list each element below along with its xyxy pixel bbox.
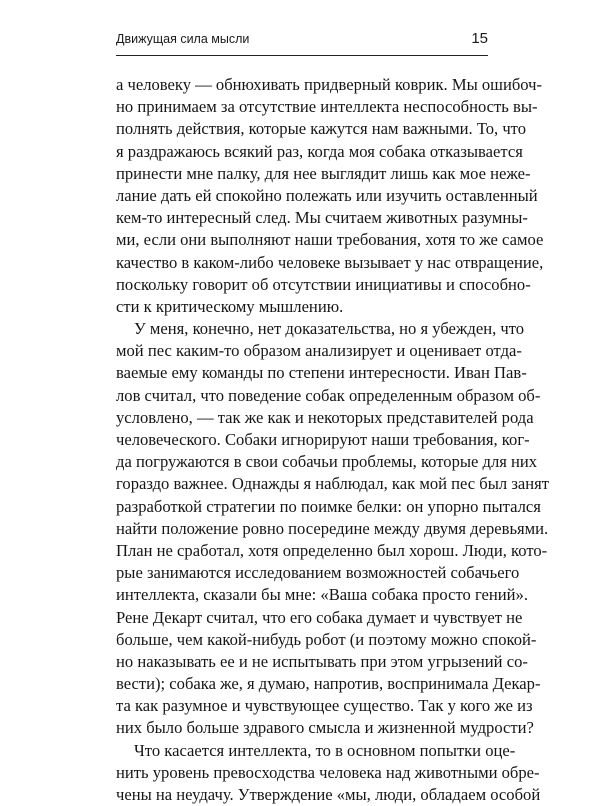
header-rule xyxy=(116,55,488,56)
text-line: поскольку говорит об отсутствии инициативы и способно- xyxy=(116,274,531,294)
paragraph-2 xyxy=(116,318,550,740)
text-line: принести мне палку, для нее выглядит лишь как мое неже- xyxy=(116,163,531,183)
text-line: кем-то интересный след. Мы считаем животных разумны- xyxy=(116,208,528,228)
text-line: разработкой стратегии по поимке белки: он упорно пытался xyxy=(116,496,541,516)
text-line: но принимаем за отсутствие интеллекта неспособность вы- xyxy=(116,97,538,117)
text-line: лание дать ей спокойно полежать или изучить оставленный xyxy=(116,185,538,205)
running-head xyxy=(116,30,488,52)
text-line: сти к критическому мышлению. xyxy=(116,296,344,316)
text-line: качество в каком-либо человеке вызывает у нас отвращение, xyxy=(116,252,544,272)
text-line: гораздо важнее. Однажды я наблюдал, как мой пес был занят xyxy=(116,474,550,494)
running-title: Движущая сила мысли xyxy=(116,32,250,46)
text-line: Что касается интеллекта, то в основном попытки оце- xyxy=(134,740,516,760)
text-line: найти положение ровно посередине между двумя деревьями. xyxy=(116,518,549,538)
text-line: но наказывать ее и не испытывать при этом угрызений со- xyxy=(116,651,528,671)
text-line: чены на неудачу. Утверждение «мы, люди, обладаем особой xyxy=(116,785,541,804)
page-number: 15 xyxy=(471,30,488,47)
text-line: ми, если они выполняют наши требования, хотя то же самое xyxy=(116,230,544,250)
text-line: У меня, конечно, нет доказательства, но я убежден, что xyxy=(134,319,525,339)
text-line: да погружаются в свои собачьи проблемы, которые для них xyxy=(116,452,538,472)
paragraph-1 xyxy=(116,74,544,318)
body-text xyxy=(116,74,550,806)
text-line: рые занимаются исследованием возможностей собачьего xyxy=(116,563,520,583)
text-line: мой пес каким-то образом анализирует и оценивает отда- xyxy=(116,341,522,361)
text-line: Рене Декарт считал, что его собака думает и чувствует не xyxy=(116,607,523,627)
text-line: условлено, — так же как и некоторых представителей рода xyxy=(116,407,534,427)
text-line: интеллекта, сказали бы мне: «Ваша собака просто гений». xyxy=(116,585,529,605)
text-line: та как разумное и чувствующее существо. Так у кого же из xyxy=(116,696,533,716)
text-line: я раздражаюсь всякий раз, когда моя собака отказывается xyxy=(116,141,523,161)
text-line: План не сработал, хотя определенно был хорош. Люди, кото- xyxy=(116,540,548,560)
text-line: нить уровень превосходства человека над животными обре- xyxy=(116,762,540,782)
text-line: ваемые ему команды по степени интересности. Иван Пав- xyxy=(116,363,527,383)
text-line: вести); собака же, я думаю, напротив, воспринимала Декар- xyxy=(116,674,541,694)
text-line: лов считал, что поведение собак определенным образом об- xyxy=(116,385,541,405)
paragraph-3 xyxy=(116,740,541,806)
text-line: них было больше здравого смысла и жизненной мудрости? xyxy=(116,718,534,738)
text-line: человеческого. Собаки игнорируют наши требования, ког- xyxy=(116,430,530,449)
text-line: а человеку — обнюхивать придверный коврик. Мы ошибоч- xyxy=(116,75,543,94)
text-line: полнять действия, которые кажутся нам важными. То, что xyxy=(116,119,526,139)
text-line: больше, чем какой-нибудь робот (и поэтому можно спокой- xyxy=(116,629,537,649)
